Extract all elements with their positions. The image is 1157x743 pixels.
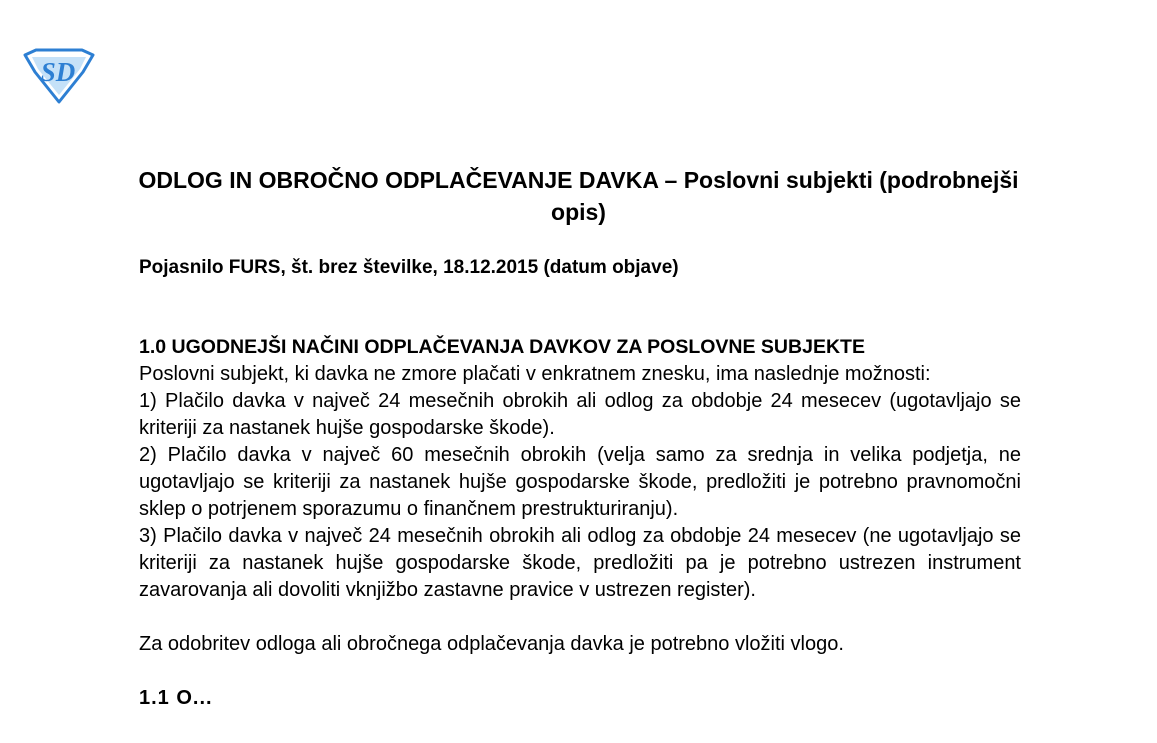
document-reference: Pojasnilo FURS, št. brez številke, 18.12.2015 (datum objave) (139, 257, 679, 278)
section-heading: 1.0 UGODNEJŠI NAČINI ODPLAČEVANJA DAVKOV ZA POSLOVNE SUBJEKTE (139, 336, 865, 358)
document-title: ODLOG IN OBROČNO ODPLAČEVANJE DAVKA – Poslovni subjekti (podrobnejši opis) (138, 167, 1019, 225)
next-section-partial: 1.1 O... (139, 687, 213, 709)
closing-paragraph: Za odobritev odloga ali obročnega odplačevanja davka je potrebno vložiti vlogo. (139, 633, 844, 655)
logo-lettering: SD (40, 57, 76, 87)
option-item-1: 1) Plačilo davka v največ 24 mesečnih obrokih ali odlog za obdobje 24 mesecev (ugotavljajo se kriteriji za nastanek hujše gospodarske škode). (139, 390, 1021, 439)
sd-shield-logo-icon (22, 48, 96, 104)
paragraph-gap (139, 658, 1021, 685)
intro-paragraph: Poslovni subjekt, ki davka ne zmore plačati v enkratnem znesku, ima naslednje možnosti: (139, 363, 931, 385)
document-body (139, 334, 1021, 712)
option-item-2: 2) Plačilo davka v največ 60 mesečnih obrokih (velja samo za srednja in velika podjetja, ne ugotavljajo se kriteriji za nastanek hujše gospodarske škode, predložiti je potrebno pravnomočni sklep o potrjenem sporazumu o finančnem prestrukturiranju). (139, 444, 1021, 520)
paragraph-gap (139, 604, 1021, 631)
option-item-3: 3) Plačilo davka v največ 24 mesečnih obrokih ali odlog za obdobje 24 mesecev (ne ugotavljajo se kriteriji za nastanek hujše gospodarske škode, predložiti pa je potrebno ustrezen instrument zavarovanja ali dovoliti vknjižbo zastavne pravice v ustrezen register). (139, 525, 1021, 601)
